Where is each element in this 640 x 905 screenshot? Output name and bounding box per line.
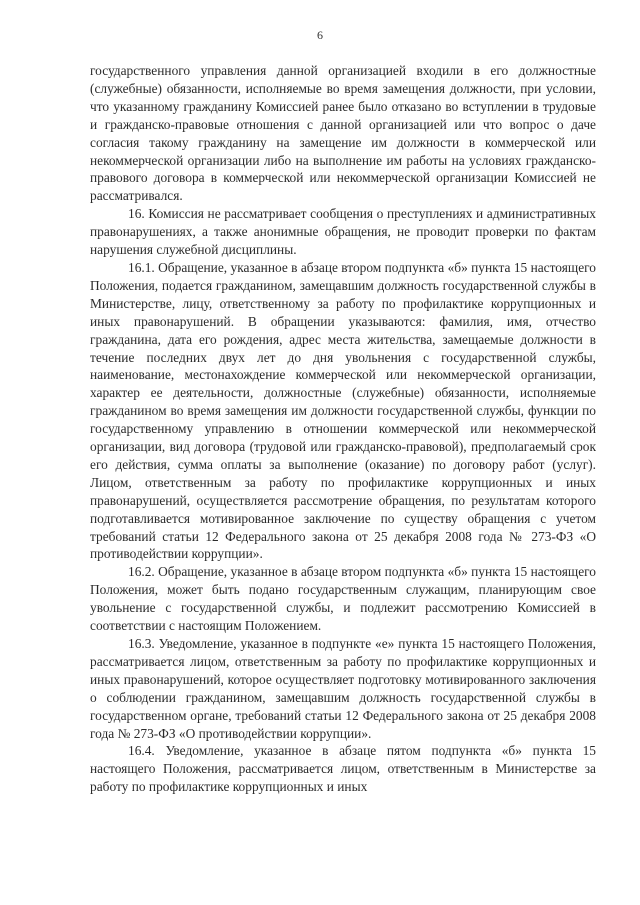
paragraph-16-2: 16.2. Обращение, указанное в абзаце втором подпункта «б» пункта 15 настоящего Положения, может быть подано государственным служащим, планирующим свое увольнение с государственной службы, и подлежит рассмотрению Комиссией в соответствии с настоящим Положением. <box>90 564 596 634</box>
paragraph-16-1: 16.1. Обращение, указанное в абзаце втором подпункта «б» пункта 15 настоящего Положения, подается гражданином, замещавшим должность государственной службы в Министерстве, лицу, ответственному за работу по профилактике коррупционных и иных правонарушений. В обращении указываются: фамилия, имя, отчество гражданина, дата его рождения, адрес места жительства, замещаемые должности в течение последних двух лет до дня увольнения с государственной службы, наименование, местонахождение коммерческой или некоммерческой организации, характер ее деятельности, должностные (служебные) обязанности, исполняемые гражданином во время замещения им должности государственной службы, функции по государственному управлению в отношении коммерческой или некоммерческой организации, вид договора (трудовой или гражданско-правовой), предполагаемый срок его действия, сумма оплаты за выполнение (оказание) по договору работ (услуг). Лицом, ответственным за работу по профилактике коррупционных и иных правонарушений, осуществляется рассмотрение обращения, по результатам которого подготавливается мотивированное заключение по существу обращения с учетом требований статьи 12 Федерального закона от 25 декабря 2008 года № 273-ФЗ «О противодействии коррупции». <box>90 259 596 562</box>
document-body <box>90 62 596 796</box>
paragraph-16-3: 16.3. Уведомление, указанное в подпункте «е» пункта 15 настоящего Положения, рассматривается лицом, ответственным за работу по профилактике коррупционных и иных правонарушений, которое осуществляет подготовку мотивированного заключения о соблюдении гражданином, замещавшим должность государственной службы в государственном органе, требований статьи 12 Федерального закона от 25 декабря 2008 года № 273-ФЗ «О противодействии коррупции». <box>90 636 596 741</box>
paragraph-continued: государственного управления данной организацией входили в его должностные (служебные) обязанности, исполняемые во время замещения должности, при условии, что указанному гражданину Комиссией ранее было отказано во вступлении в трудовые и гражданско-правовые отношения с данной организацией или что вопрос о даче согласия такому гражданину на замещение им должности в коммерческой или некоммерческой организации либо на выполнение им работы на условиях гражданско-правового договора в коммерческой или некоммерческой организации Комиссией не рассматривался. <box>90 63 596 204</box>
paragraph-16-4: 16.4. Уведомление, указанное в абзаце пятом подпункта «б» пункта 15 настоящего Положения, рассматривается лицом, ответственным в Министерстве за работу по профилактике коррупционных и иных <box>90 743 596 795</box>
paragraph-16: 16. Комиссия не рассматривает сообщения о преступлениях и административных правонарушениях, а также анонимные обращения, не проводит проверки по фактам нарушения служебной дисциплины. <box>90 206 596 258</box>
page-number: 6 <box>317 28 323 42</box>
